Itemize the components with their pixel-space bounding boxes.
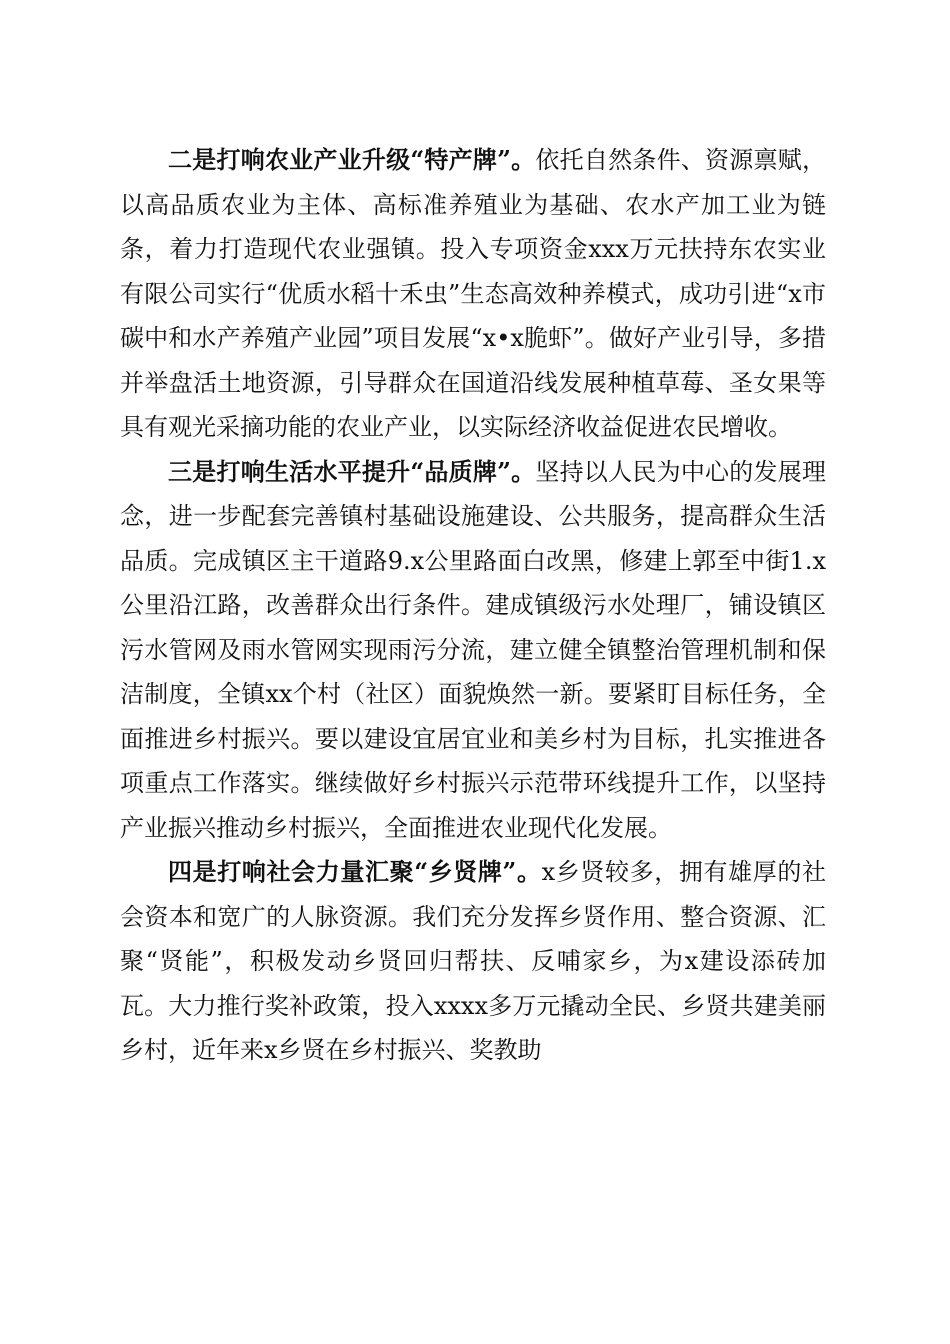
paragraph-sage-brand <box>120 850 826 1073</box>
paragraph-text: 依托自然条件、资源禀赋，以高品质农业为主体、高标准养殖业为基础、农水产加工业为链条，着力打造现代农业强镇。投入专项资金xxx万元扶持东农实业有限公司实行“优质水稻十禾虫”生态高效种养模式，成功引进“x市碳中和水产养殖产业园”项目发展“x•x脆虾”。做好产业引导，多措并举盘活土地资源，引导群众在国道沿线发展种植草莓、圣女果等具有观光采摘功能的农业产业，以实际经济收益促进农民增收。 <box>120 146 827 441</box>
paragraph-quality-brand <box>120 450 826 851</box>
paragraph-specialty-brand <box>120 138 826 450</box>
paragraph-lead: 四是打响社会力量汇聚“乡贤牌”。 <box>168 857 542 886</box>
paragraph-text: x乡贤较多，拥有雄厚的社会资本和宽广的人脉资源。我们充分发挥乡贤作用、整合资源、汇聚“贤能”，积极发动乡贤回归帮扶、反哺家乡，为x建设添砖加瓦。大力推行奖补政策，投入xxxx多万元撬动全民、乡贤共建美丽乡村，近年来x乡贤在乡村振兴、奖教助 <box>120 858 826 1064</box>
paragraph-lead: 三是打响生活水平提升“品质牌”。 <box>168 456 536 486</box>
paragraph-text: 坚持以人民为中心的发展理念，进一步配套完善镇村基础设施建设、公共服务，提高群众生活品质。完成镇区主干道路9.x公里路面白改黑，修建上郭至中街1.x公里沿江路，改善群众出行条件。建成镇级污水处理厂，铺设镇区污水管网及雨水管网实现雨污分流，建立健全镇整治管理机制和保洁制度，全镇xx个村（社区）面貌焕然一新。要紧盯目标任务，全面推进乡村振兴。要以建设宜居宜业和美乡村为目标，扎实推进各项重点工作落实。继续做好乡村振兴示范带环线提升工作，以坚持产业振兴推动乡村振兴，全面推进农业现代化发展。 <box>120 457 827 842</box>
document-body <box>120 138 826 1073</box>
paragraph-lead: 二是打响农业产业升级“特产牌”。 <box>168 145 536 174</box>
